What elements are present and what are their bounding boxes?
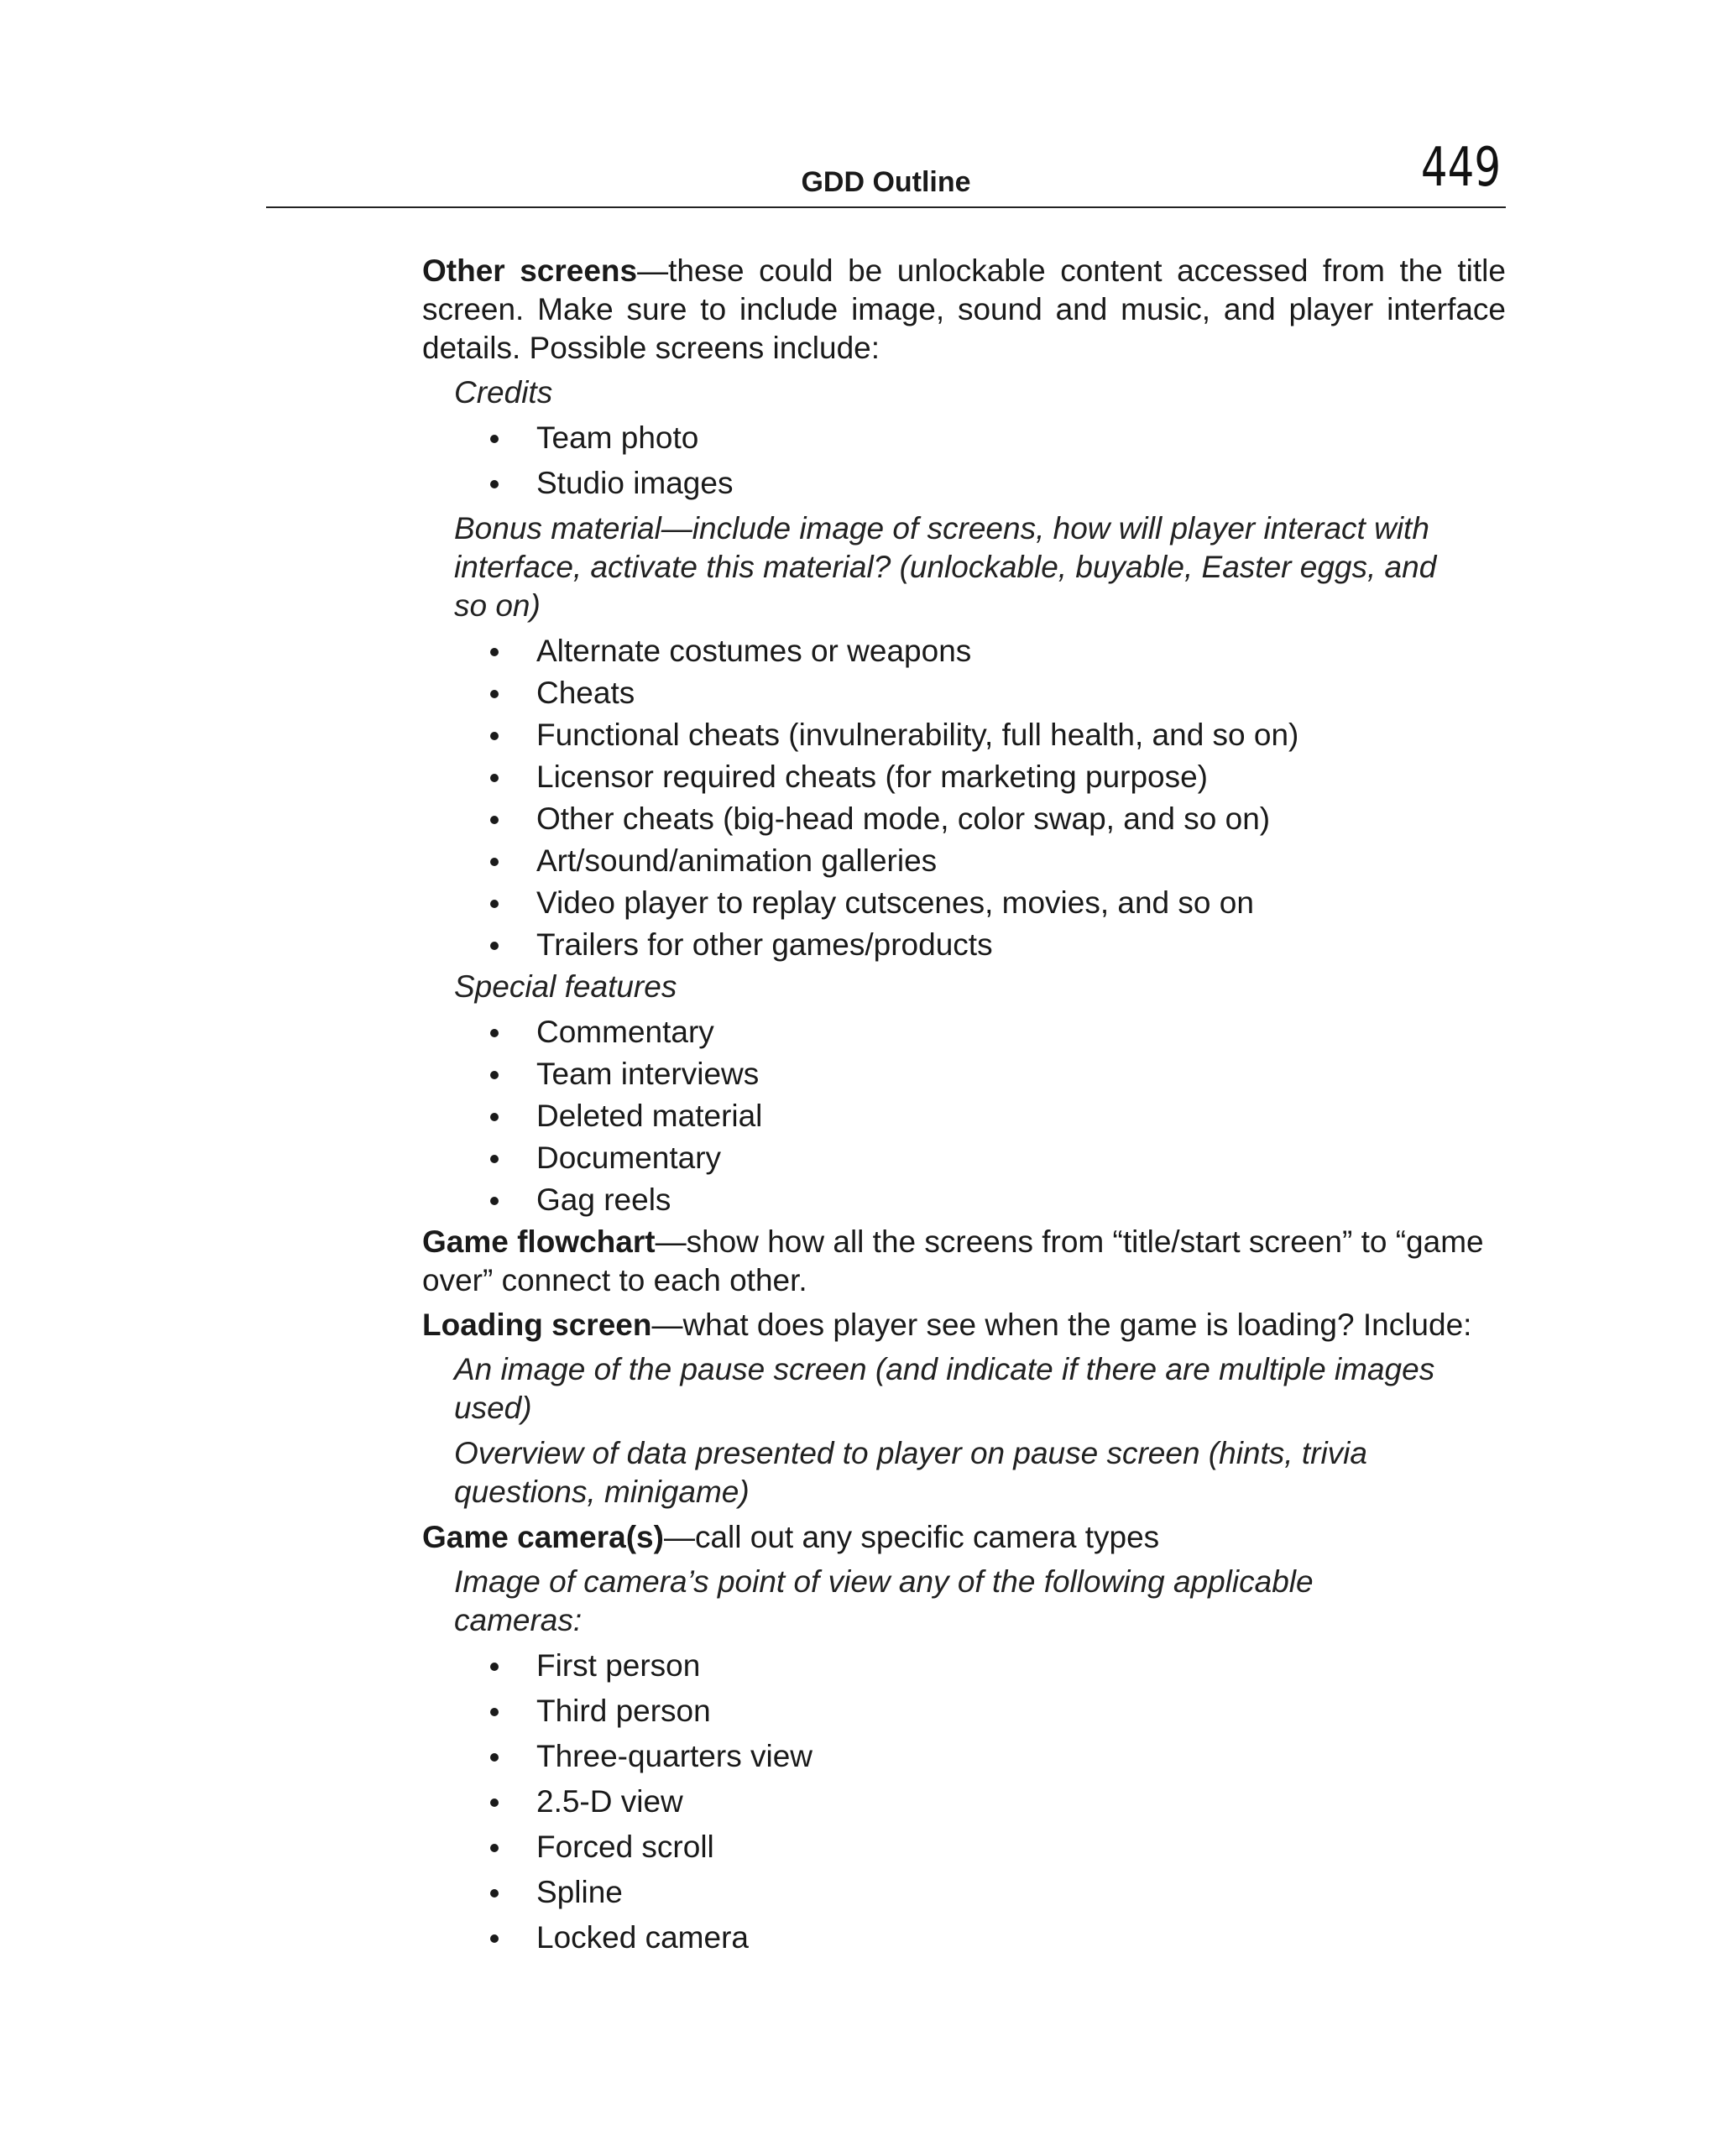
text-game-cameras: —call out any specific camera types xyxy=(663,1520,1160,1554)
list-bonus-material xyxy=(422,632,1506,964)
list-camera-types xyxy=(422,1647,1506,1957)
list-item: Commentary xyxy=(422,1013,1506,1052)
list-item: Trailers for other games/products xyxy=(422,926,1506,964)
page-number: 449 xyxy=(1420,137,1501,199)
paragraph-game-flowchart xyxy=(422,1223,1506,1300)
list-special-features xyxy=(422,1013,1506,1219)
sub-item-pause-image: An image of the pause screen (and indicate if there are multiple images used) xyxy=(454,1352,1435,1425)
sub-heading-special-features: Special features xyxy=(454,969,677,1004)
sub-heading-bonus-material: Bonus material—include image of screens, how will player interact with interface, activate this material? (unlockable, buyable, Easter eggs, and so on) xyxy=(454,511,1437,623)
term-loading-screen: Loading screen xyxy=(422,1308,652,1342)
sub-heading-credits: Credits xyxy=(454,375,553,410)
text-game-flowchart: —show how all the screens from “title/start screen” to “game over” connect to each other. xyxy=(422,1224,1484,1297)
paragraph-loading-screen xyxy=(422,1306,1506,1344)
list-item: Team interviews xyxy=(422,1055,1506,1094)
term-game-cameras: Game camera(s) xyxy=(422,1520,664,1554)
list-item: Documentary xyxy=(422,1139,1506,1177)
text-loading-screen: —what does player see when the game is loading? Include: xyxy=(651,1308,1472,1342)
text-other-screens: —these could be unlockable content accessed from the title screen. Make sure to include image, sound and music, and player interface details. Possible screens include: xyxy=(422,253,1506,365)
running-header xyxy=(266,137,1506,208)
list-item: First person xyxy=(422,1647,1506,1685)
list-item: Third person xyxy=(422,1692,1506,1731)
list-item: Other cheats (big-head mode, color swap, and so on) xyxy=(422,800,1506,838)
list-item: Forced scroll xyxy=(422,1828,1506,1866)
header-title: GDD Outline xyxy=(801,166,971,198)
list-item: Gag reels xyxy=(422,1181,1506,1219)
list-item: Functional cheats (invulnerability, full health, and so on) xyxy=(422,716,1506,754)
list-item: Cheats xyxy=(422,674,1506,713)
term-game-flowchart: Game flowchart xyxy=(422,1224,656,1259)
term-other-screens: Other screens xyxy=(422,253,638,288)
list-item: Team photo xyxy=(422,419,1506,457)
list-item: Studio images xyxy=(422,464,1506,503)
list-item: Spline xyxy=(422,1873,1506,1912)
list-item: Art/sound/animation galleries xyxy=(422,842,1506,880)
sub-item-pause-data: Overview of data presented to player on pause screen (hints, trivia questions, minigame) xyxy=(454,1436,1367,1509)
sub-item-camera-pov: Image of camera’s point of view any of the following applicable cameras: xyxy=(454,1564,1314,1637)
list-credits xyxy=(422,419,1506,503)
list-item: Deleted material xyxy=(422,1097,1506,1135)
paragraph-game-cameras xyxy=(422,1518,1506,1557)
page-body xyxy=(422,252,1506,1964)
list-item: Three-quarters view xyxy=(422,1737,1506,1776)
list-item: Video player to replay cutscenes, movies, and so on xyxy=(422,884,1506,922)
paragraph-other-screens xyxy=(422,252,1506,368)
list-item: 2.5-D view xyxy=(422,1783,1506,1821)
list-item: Licensor required cheats (for marketing purpose) xyxy=(422,758,1506,796)
list-item: Alternate costumes or weapons xyxy=(422,632,1506,671)
list-item: Locked camera xyxy=(422,1918,1506,1957)
